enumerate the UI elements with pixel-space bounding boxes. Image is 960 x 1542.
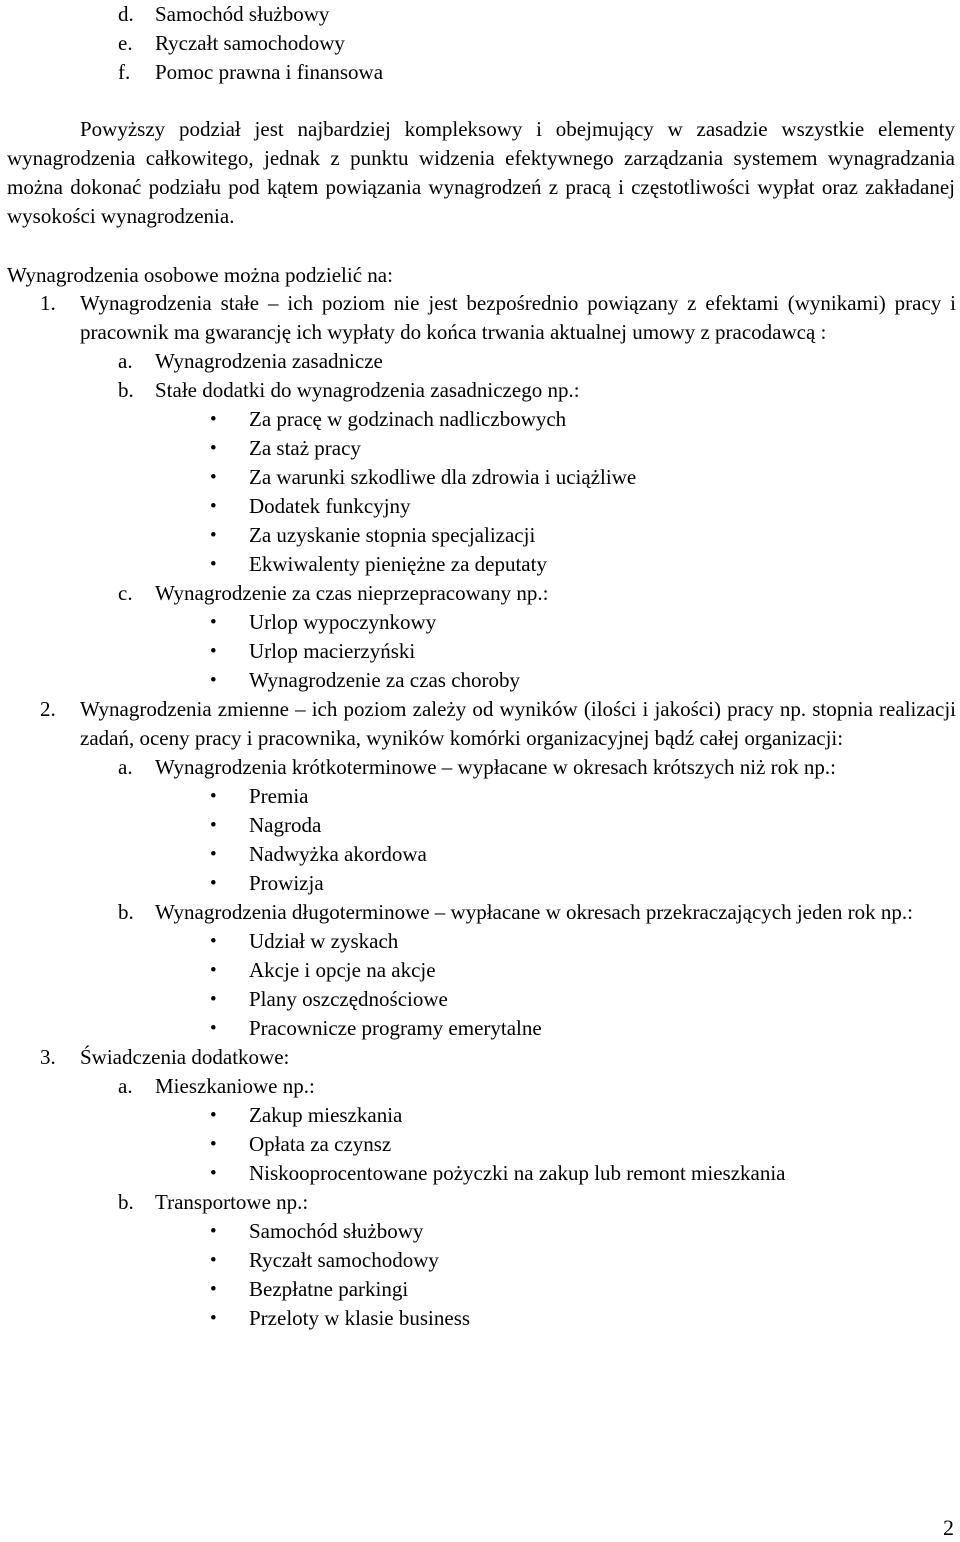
list-text: Samochód służbowy	[155, 2, 330, 26]
bullet-icon: •	[210, 1221, 217, 1242]
bullet-icon: •	[210, 467, 217, 488]
bullet-icon: •	[210, 438, 217, 459]
bullet-icon: •	[210, 409, 217, 430]
bullet-icon: •	[210, 931, 217, 952]
bullet-icon: •	[210, 1250, 217, 1271]
bullet-text: Za staż pracy	[249, 436, 361, 460]
bullet-item	[0, 434, 960, 463]
outline-item	[0, 1043, 956, 1072]
bullet-icon: •	[210, 1134, 217, 1155]
sub-label: b.	[118, 900, 134, 924]
sub-text: Wynagrodzenia krótkoterminowe – wypłacane w okresach krótszych niż rok np.:	[155, 755, 837, 779]
outline-text: Wynagrodzenia stałe – ich poziom nie jest bezpośrednio powiązany z efektami (wynikami) pracy i pracownik ma gwarancję ich wypłaty do końca trwania aktualnej umowy z pracodawcą :	[80, 291, 956, 344]
bullet-item	[0, 1014, 960, 1043]
sub-text: Wynagrodzenia zasadnicze	[155, 349, 383, 373]
bullet-icon: •	[210, 1105, 217, 1126]
bullet-icon: •	[210, 989, 217, 1010]
page-number: 2	[943, 1515, 954, 1540]
bullet-icon: •	[210, 525, 217, 546]
list-label: e.	[118, 31, 133, 55]
bullet-item	[0, 1159, 960, 1188]
bullet-item	[0, 1275, 960, 1304]
bullet-item	[0, 782, 960, 811]
bullet-text: Ekwiwalenty pieniężne za deputaty	[249, 552, 547, 576]
bullet-item	[0, 840, 960, 869]
bullet-text: Plany oszczędnościowe	[249, 987, 448, 1011]
list-text: Ryczałt samochodowy	[155, 31, 345, 55]
bullet-text: Premia	[249, 784, 309, 808]
bullet-text: Ryczałt samochodowy	[249, 1248, 439, 1272]
bullet-item	[0, 521, 960, 550]
bullet-item	[0, 811, 960, 840]
list-label: d.	[118, 2, 134, 26]
bullet-text: Urlop macierzyński	[249, 639, 416, 663]
bullet-text: Prowizja	[249, 871, 324, 895]
section-intro: Wynagrodzenia osobowe można podzielić na:	[7, 263, 393, 287]
bullet-item	[0, 1101, 960, 1130]
bullet-icon: •	[210, 1163, 217, 1184]
bullet-icon: •	[210, 786, 217, 807]
outline-number: 2.	[40, 697, 56, 721]
outline-number: 3.	[40, 1045, 56, 1069]
bullet-item	[0, 1130, 960, 1159]
sub-text: Mieszkaniowe np.:	[155, 1074, 315, 1098]
bullet-icon: •	[210, 612, 217, 633]
sub-label: a.	[118, 755, 133, 779]
outline-number: 1.	[40, 291, 56, 315]
bullet-icon: •	[210, 815, 217, 836]
bullet-item	[0, 666, 960, 695]
sub-text: Transportowe np.:	[155, 1190, 309, 1214]
bullet-item	[0, 405, 960, 434]
bullet-icon: •	[210, 1308, 217, 1329]
sub-label: b.	[118, 378, 134, 402]
bullet-item	[0, 956, 960, 985]
outline-item	[0, 289, 956, 347]
sub-item	[0, 579, 956, 608]
sub-label: b.	[118, 1190, 134, 1214]
bullet-item	[0, 550, 960, 579]
bullet-text: Wynagrodzenie za czas choroby	[249, 668, 521, 692]
bullet-text: Nadwyżka akordowa	[249, 842, 427, 866]
bullet-item	[0, 637, 960, 666]
outline-list	[0, 289, 960, 1333]
sub-text: Wynagrodzenia długoterminowe – wypłacane w okresach przekraczających jeden rok np.:	[155, 900, 913, 924]
bullet-icon: •	[210, 873, 217, 894]
bullet-item	[0, 608, 960, 637]
bullet-icon: •	[210, 641, 217, 662]
bullet-text: Opłata za czynsz	[249, 1132, 392, 1156]
bullet-item	[0, 492, 960, 521]
bullet-text: Za uzyskanie stopnia specjalizacji	[249, 523, 536, 547]
bullet-item	[0, 463, 960, 492]
bullet-icon: •	[210, 844, 217, 865]
outline-text: Świadczenia dodatkowe:	[80, 1045, 290, 1069]
bullet-text: Samochód służbowy	[249, 1219, 424, 1243]
sub-item	[0, 347, 956, 376]
bullet-item	[0, 1246, 960, 1275]
sub-label: a.	[118, 349, 133, 373]
sub-label: c.	[118, 581, 133, 605]
bullet-text: Za warunki szkodliwe dla zdrowia i uciążliwe	[249, 465, 637, 489]
bullet-icon: •	[210, 1018, 217, 1039]
body-paragraph: Powyższy podział jest najbardziej kompleksowy i obejmujący w zasadzie wszystkie elementy wynagrodzenia całkowitego, jednak z punktu widzenia efektywnego zarządzania systemem wynagradzania można dokonać podziału pod kątem powiązania wynagrodzeń z pracą i częstotliwości wypłat oraz zakładanej wysokości wynagrodzenia.	[7, 117, 955, 228]
bullet-text: Pracownicze programy emerytalne	[249, 1016, 542, 1040]
bullet-text: Akcje i opcje na akcje	[249, 958, 436, 982]
bullet-icon: •	[210, 496, 217, 517]
bullet-text: Przeloty w klasie business	[249, 1306, 471, 1330]
sub-text: Wynagrodzenie za czas nieprzepracowany np.:	[155, 581, 549, 605]
bullet-text: Dodatek funkcyjny	[249, 494, 411, 518]
bullet-text: Udział w zyskach	[249, 929, 399, 953]
bullet-text: Zakup mieszkania	[249, 1103, 403, 1127]
list-label: f.	[118, 60, 131, 84]
sub-item	[0, 1188, 956, 1217]
sub-item	[0, 376, 956, 405]
sub-item	[0, 898, 956, 927]
bullet-icon: •	[210, 554, 217, 575]
sub-label: a.	[118, 1074, 133, 1098]
bullet-icon: •	[210, 1279, 217, 1300]
list-text: Pomoc prawna i finansowa	[155, 60, 384, 84]
outline-text: Wynagrodzenia zmienne – ich poziom zależy od wyników (ilości i jakości) pracy np. stopnia realizacji zadań, oceny pracy i pracownika, wyników komórki organizacyjnej bądź całej organizacji:	[80, 697, 956, 750]
bullet-text: Niskooprocentowane pożyczki na zakup lub remont mieszkania	[249, 1161, 786, 1185]
bullet-icon: •	[210, 960, 217, 981]
sub-text: Stałe dodatki do wynagrodzenia zasadniczego np.:	[155, 378, 580, 402]
sub-item	[0, 753, 956, 782]
bullet-item	[0, 985, 960, 1014]
bullet-text: Nagroda	[249, 813, 322, 837]
bullet-item	[0, 927, 960, 956]
bullet-item	[0, 1217, 960, 1246]
bullet-text: Bezpłatne parkingi	[249, 1277, 409, 1301]
bullet-icon: •	[210, 670, 217, 691]
bullet-item	[0, 869, 960, 898]
bullet-item	[0, 1304, 960, 1333]
bullet-text: Za pracę w godzinach nadliczbowych	[249, 407, 567, 431]
bullet-text: Urlop wypoczynkowy	[249, 610, 437, 634]
outline-item	[0, 695, 956, 753]
sub-item	[0, 1072, 956, 1101]
